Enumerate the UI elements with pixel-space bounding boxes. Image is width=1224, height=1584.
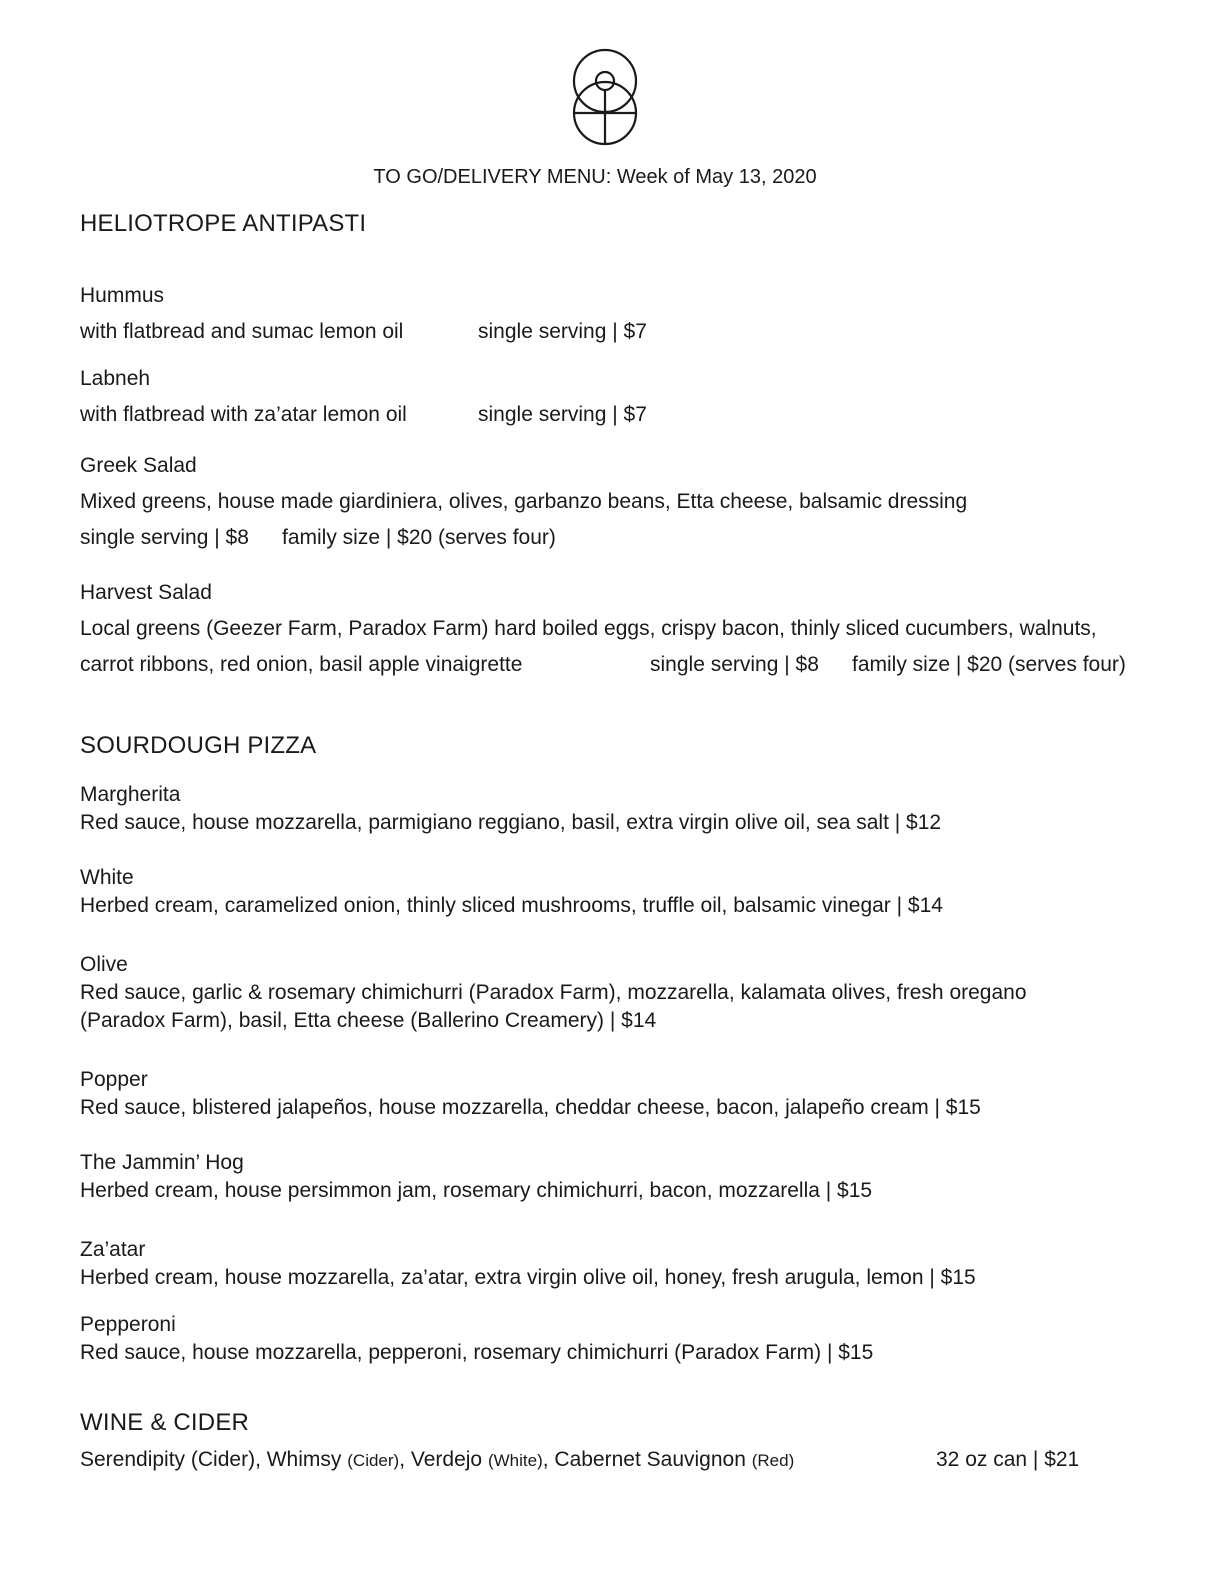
item-price-harvest-single: single serving | $8 xyxy=(650,653,819,676)
item-desc-margherita: Red sauce, house mozzarella, parmigiano reggiano, basil, extra virgin olive oil, sea salt | $12 xyxy=(80,811,942,834)
item-price-hummus: single serving | $7 xyxy=(478,320,647,343)
item-desc-olive-1: Red sauce, garlic & rosemary chimichurri (Paradox Farm), mozzarella, kalamata olives, fresh oregano xyxy=(80,981,1027,1004)
item-desc-harvest-salad-2: carrot ribbons, red onion, basil apple vinaigrette xyxy=(80,653,523,676)
item-name-harvest-salad: Harvest Salad xyxy=(80,581,212,604)
item-desc-zaatar: Herbed cream, house mozzarella, za’atar, extra virgin olive oil, honey, fresh arugula, lemon | $15 xyxy=(80,1266,976,1289)
heliotrope-logo-icon xyxy=(566,48,644,148)
item-name-zaatar: Za’atar xyxy=(80,1238,146,1261)
menu-title: TO GO/DELIVERY MENU: Week of May 13, 2020 xyxy=(373,166,817,188)
wine-item-2: Verdejo xyxy=(410,1448,483,1471)
wine-price: 32 oz can | $21 xyxy=(936,1448,1080,1471)
item-name-margherita: Margherita xyxy=(80,783,181,806)
item-name-popper: Popper xyxy=(80,1068,148,1091)
item-desc-olive-2: (Paradox Farm), basil, Etta cheese (Ballerino Creamery) | $14 xyxy=(80,1009,657,1032)
item-price-labneh: single serving | $7 xyxy=(478,403,647,426)
item-desc-labneh: with flatbread with za’atar lemon oil xyxy=(80,403,407,426)
section-heading-wine: WINE & CIDER xyxy=(80,1409,250,1436)
item-desc-pepperoni: Red sauce, house mozzarella, pepperoni, rosemary chimichurri (Paradox Farm) | $15 xyxy=(80,1341,874,1364)
wine-item-1: Serendipity (Cider), Whimsy xyxy=(80,1448,342,1471)
wine-item-3: Cabernet Sauvignon xyxy=(554,1448,746,1471)
section-heading-antipasti: HELIOTROPE ANTIPASTI xyxy=(80,210,367,237)
item-desc-hummus: with flatbread and sumac lemon oil xyxy=(80,320,404,343)
item-desc-popper: Red sauce, blistered jalapeños, house mozzarella, cheddar cheese, bacon, jalapeño cream | $15 xyxy=(80,1096,981,1119)
item-name-olive: Olive xyxy=(80,953,128,976)
item-price-greek-single: single serving | $8 xyxy=(80,526,249,549)
wine-type-1: (Cider) xyxy=(347,1451,400,1470)
item-name-jammin-hog: The Jammin’ Hog xyxy=(80,1151,244,1174)
item-name-labneh: Labneh xyxy=(80,367,151,390)
item-price-greek-family: family size | $20 (serves four) xyxy=(282,526,556,549)
wine-type-2: (White) xyxy=(487,1451,543,1470)
section-heading-pizza: SOURDOUGH PIZZA xyxy=(80,732,317,759)
item-desc-white: Herbed cream, caramelized onion, thinly sliced mushrooms, truffle oil, balsamic vinegar | $14 xyxy=(80,894,943,917)
item-name-hummus: Hummus xyxy=(80,284,165,307)
item-price-harvest-family: family size | $20 (serves four) xyxy=(852,653,1126,676)
item-name-pepperoni: Pepperoni xyxy=(80,1313,176,1336)
wine-type-3: (Red) xyxy=(751,1451,795,1470)
item-name-greek-salad: Greek Salad xyxy=(80,454,197,477)
item-desc-harvest-salad-1: Local greens (Geezer Farm, Paradox Farm) hard boiled eggs, crispy bacon, thinly sliced cucumbers, walnuts, xyxy=(80,617,1097,640)
item-desc-greek-salad: Mixed greens, house made giardiniera, olives, garbanzo beans, Etta cheese, balsamic dressing xyxy=(80,490,968,513)
item-name-white: White xyxy=(80,866,134,889)
wine-list: Serendipity (Cider), Whimsy (Cider), Verdejo (White), Cabernet Sauvignon (Red) xyxy=(80,1448,795,1471)
item-desc-jammin-hog: Herbed cream, house persimmon jam, rosemary chimichurri, bacon, mozzarella | $15 xyxy=(80,1179,873,1202)
